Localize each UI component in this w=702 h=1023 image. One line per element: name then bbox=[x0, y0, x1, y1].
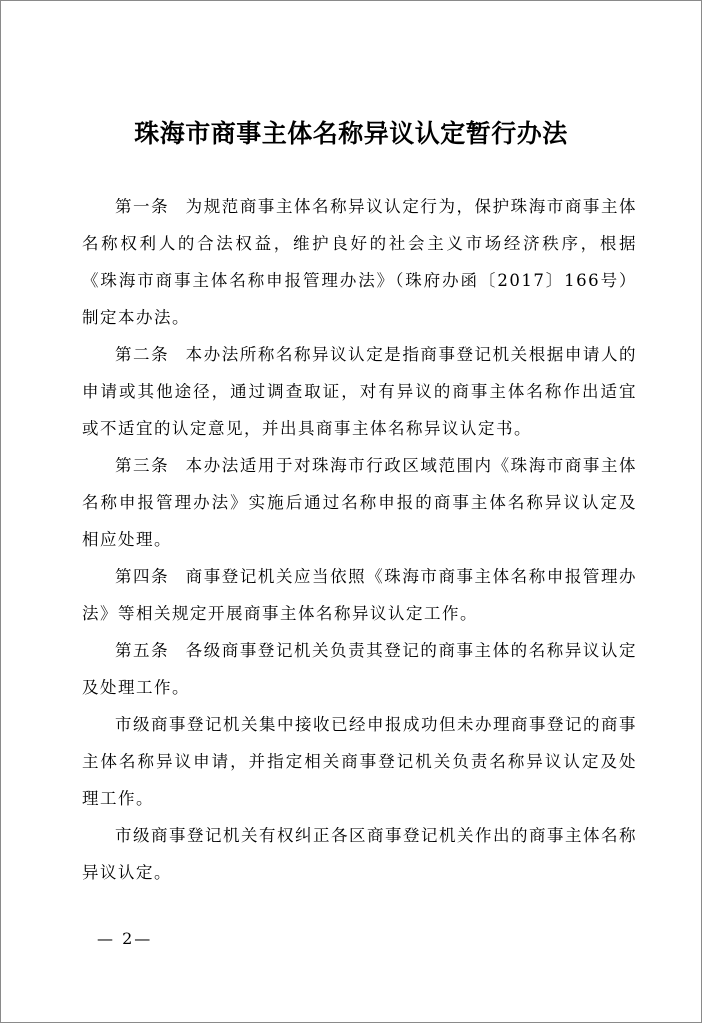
article-2 bbox=[82, 336, 637, 447]
article-number: 第五条 bbox=[115, 641, 170, 660]
article-1 bbox=[82, 188, 637, 336]
article-number: 第一条 bbox=[115, 197, 170, 216]
document-title: 珠海市商事主体名称异议认定暂行办法 bbox=[134, 119, 568, 148]
article-number: 第四条 bbox=[115, 567, 170, 586]
article-5-paragraph-3 bbox=[82, 817, 637, 891]
article-3 bbox=[82, 447, 637, 558]
article-text: 本办法适用于对珠海市行政区域范围内《珠海市商事主体名称申报管理办法》实施后通过名称申报的商事主体名称异议认定及相应处理。 bbox=[82, 456, 638, 549]
page-number: — 2— bbox=[97, 929, 153, 948]
article-number: 第二条 bbox=[115, 345, 170, 364]
article-text: 商事登记机关应当依照《珠海市商事主体名称申报管理办法》等相关规定开展商事主体名称异议认定工作。 bbox=[82, 567, 638, 623]
article-text: 为规范商事主体名称异议认定行为，保护珠海市商事主体名称权利人的合法权益，维护良好的社会主义市场经济秩序，根据《珠海市商事主体名称申报管理办法》（珠府办函〔2017〕166号）制定本办法。 bbox=[82, 197, 638, 327]
paragraph-text: 市级商事登记机关集中接收已经申报成功但未办理商事登记的商事主体名称异议申请，并指定相关商事登记机关负责名称异议认定及处理工作。 bbox=[82, 715, 637, 808]
article-4 bbox=[82, 558, 637, 632]
paragraph-text: 市级商事登记机关有权纠正各区商事登记机关作出的商事主体名称异议认定。 bbox=[82, 826, 637, 882]
article-text: 各级商事登记机关负责其登记的商事主体的名称异议认定及处理工作。 bbox=[82, 641, 638, 697]
article-5 bbox=[82, 632, 637, 706]
article-5-paragraph-2 bbox=[82, 706, 637, 817]
article-text: 本办法所称名称异议认定是指商事登记机关根据申请人的申请或其他途径，通过调查取证，对有异议的商事主体名称作出适宜或不适宜的认定意见，并出具商事主体名称异议认定书。 bbox=[82, 345, 638, 438]
article-number: 第三条 bbox=[115, 456, 170, 475]
document-body bbox=[82, 188, 637, 891]
